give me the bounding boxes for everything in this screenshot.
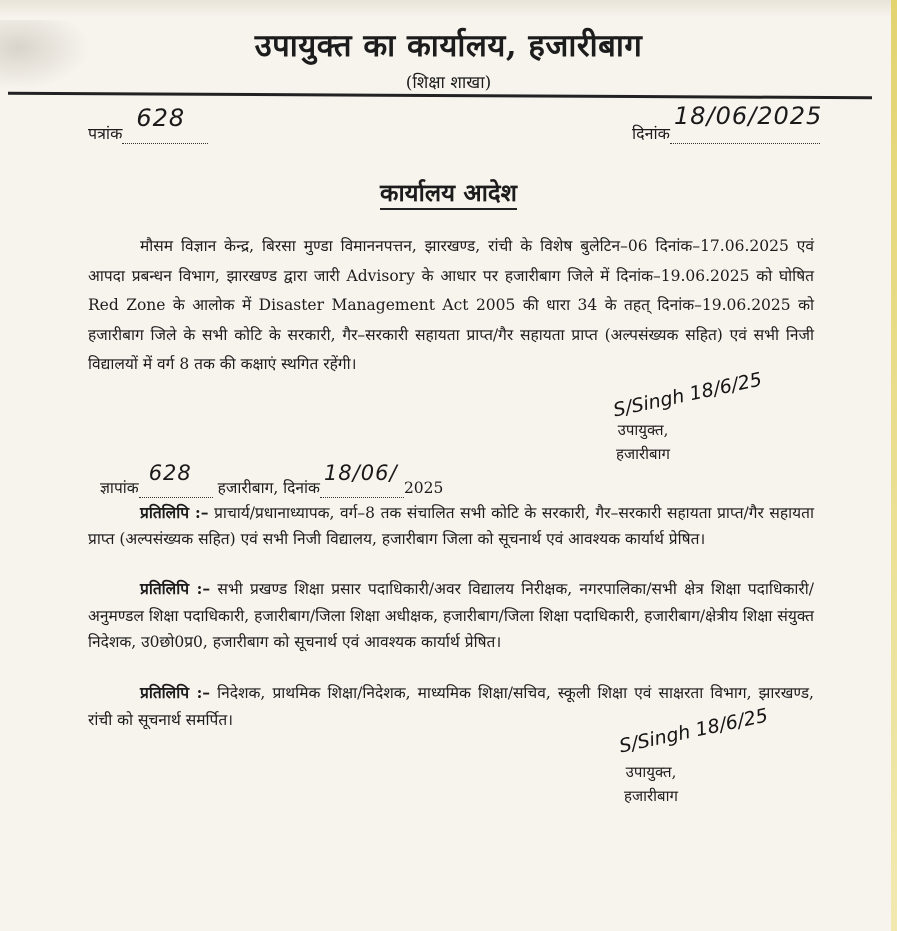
gyapank-value: 628	[148, 461, 192, 485]
signature-scribble-1: S/Singh 18/6/25	[611, 368, 764, 422]
order-title-text: कार्यालय आदेश	[380, 178, 517, 210]
patrank-line	[122, 104, 208, 144]
gyapank-label: ज्ञापांक	[100, 479, 139, 497]
paper-edge	[891, 0, 897, 931]
place-2: हजारीबाग	[624, 787, 678, 805]
signature-scribble-2: S/Singh 18/6/25	[617, 704, 770, 758]
copy-text-2: सभी प्रखण्ड शिक्षा प्रसार पदाधिकारी/अवर विद्यालय निरीक्षक, नगरपालिका/सभी क्षेत्र शिक्षा पदाधिकारी/अनुमण्डल शिक्षा पदाधिकारी, हजारीबाग/जिला शिक्षा अधीक्षक, हजारीबाग/जिला शिक्षा पदाधिकारी, हजारीबाग/क्षेत्रीय शिक्षा संयुक्त निदेशक, उ0छो0प्र0, हजारीबाग को सूचनार्थ एवं आवश्यक कार्यार्थ प्रेषित।	[88, 580, 814, 651]
memo-place-label: हजारीबाग, दिनांक	[217, 479, 320, 497]
letter-date	[632, 102, 823, 144]
dinank-value: 18/06/2025	[673, 102, 823, 130]
office-title: उपायुक्त का कार्यालय, हजारीबाग	[254, 28, 643, 64]
memo-date-line	[320, 461, 404, 498]
copy-text-3: निदेशक, प्राथमिक शिक्षा/निदेशक, माध्यमिक शिक्षा/सचिव, स्कूली शिक्षा एवं साक्षरता विभाग, झारखण्ड, रांची को सूचनार्थ समर्पित।	[88, 684, 814, 729]
signature-block-1	[598, 418, 688, 466]
copy-2	[88, 576, 814, 656]
paper-shadow	[0, 0, 897, 18]
dinank-label: दिनांक	[632, 124, 670, 143]
copy-label-3: प्रतिलिपि :–	[140, 683, 211, 702]
patrank-value: 628	[136, 104, 186, 132]
patrank-label: पत्रांक	[88, 124, 123, 143]
letter-number	[88, 104, 208, 144]
signature-block-2	[606, 760, 696, 808]
copy-label-2: प्रतिलिपि :–	[140, 579, 211, 598]
order-title	[0, 176, 897, 209]
order-body: मौसम विज्ञान केन्द्र, बिरसा मुण्डा विमाननपत्तन, झारखण्ड, रांची के विशेष बुलेटिन–06 दिनांक–17.06.2025 एवं आपदा प्रबन्धन विभाग, झारखण्ड द्वारा जारी Advisory के आधार पर हजारीबाग जिले में दिनांक–19.06.2025 को घोषित Red Zone के आलोक में Disaster Management Act 2005 की धारा 34 के तहत् दिनांक–19.06.2025 को हजारीबाग जिले के सभी कोटि के सरकारी, गैर–सरकारी सहायता प्राप्त/गैर सहायता प्राप्त (अल्पसंख्यक सहित) एवं सभी निजी विद्यालयों में वर्ग 8 तक की कक्षाएं स्थगित रहेंगी।	[88, 237, 814, 373]
designation-1: उपायुक्त,	[617, 421, 669, 439]
gyapank-line	[139, 461, 213, 498]
copy-1	[88, 500, 814, 552]
place-1: हजारीबाग	[616, 445, 670, 463]
memo-line	[100, 461, 444, 498]
dinank-line	[670, 102, 823, 144]
designation-2: उपायुक्त,	[625, 763, 677, 781]
office-subtitle: (शिक्षा शाखा)	[405, 73, 492, 93]
memo-date-value: 18/06/	[323, 461, 398, 485]
memo-year: 2025	[403, 479, 444, 497]
copy-label-1: प्रतिलिपि :–	[140, 503, 209, 522]
copy-text-1: प्राचार्य/प्रधानाध्यापक, वर्ग–8 तक संचालित सभी कोटि के सरकारी, गैर–सरकारी सहायता प्राप्त/गैर सहायता प्राप्त (अल्पसंख्यक सहित) एवं सभी निजी विद्यालय, हजारीबाग जिला को सूचनार्थ एवं आवश्यक कार्यार्थ प्रेषित।	[88, 504, 814, 548]
